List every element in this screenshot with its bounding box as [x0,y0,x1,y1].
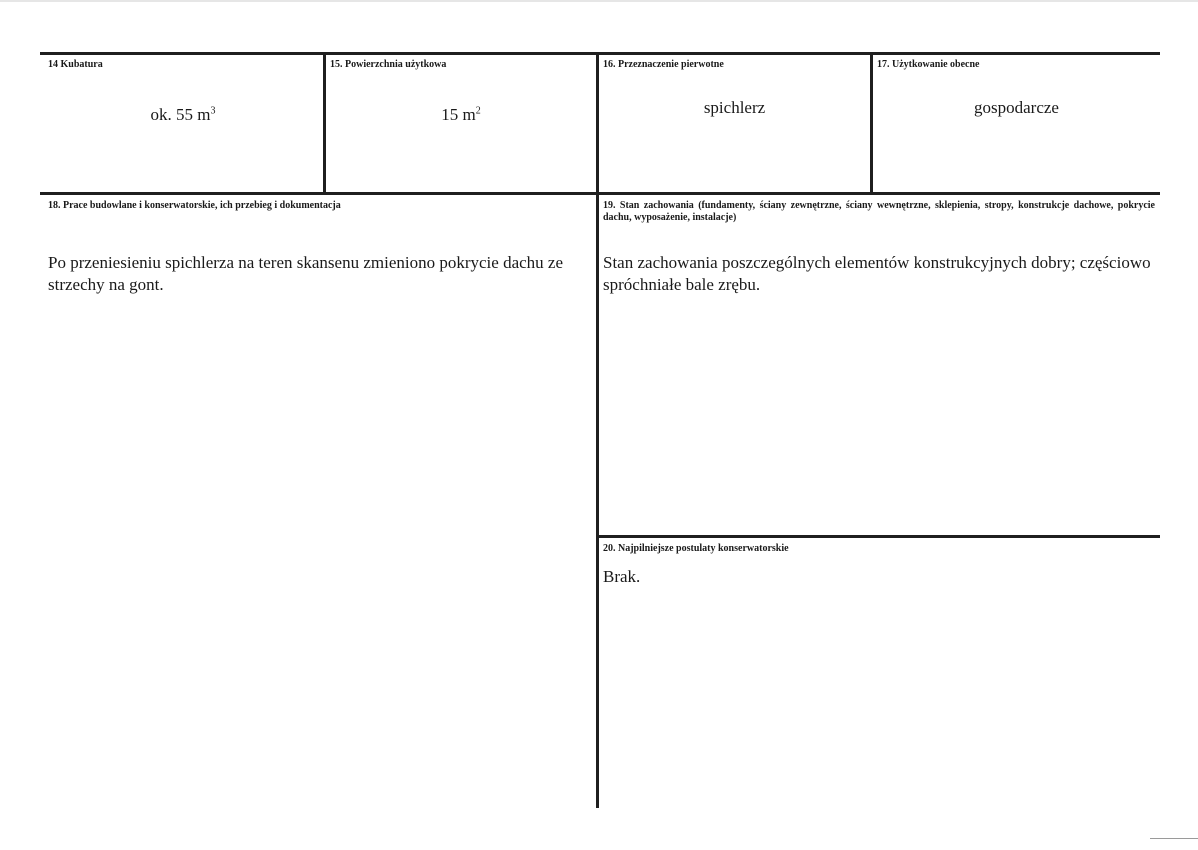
col-divider-3 [870,52,873,194]
row-divider-line [40,192,1160,195]
prace-value: Po przeniesieniu spichlerza na teren skansenu zmieniono pokrycie dachu ze strzechy na gont. [48,253,563,294]
stan-zachowania-label: 19. Stan zachowania (fundamenty, ściany zewnętrzne, ściany wewnętrzne, sklepienia, stropy, konstrukcje dachowe, pokrycie dachu, wyposażenie, instalacje) [603,200,1155,223]
uzytkowanie-value: gospodarcze [974,98,1059,117]
postulaty-label: 20. Najpilniejsze postulaty konserwatorskie [603,543,789,554]
uzytkowanie-label: 17. Użytkowanie obecne [877,59,980,70]
top-border-line [40,52,1160,55]
col-divider-2 [596,52,599,808]
kubatura-label: 14 Kubatura [48,59,103,70]
powierzchnia-label: 15. Powierzchnia użytkowa [330,59,447,70]
postulaty-value: Brak. [603,567,641,586]
bottom-right-mark [1150,838,1198,839]
przeznaczenie-label: 16. Przeznaczenie pierwotne [603,59,724,70]
powierzchnia-value: 15 $m^2$ [441,105,481,124]
przeznaczenie-value: spichlerz [703,98,766,117]
powierzchnia-unit-exponent: 2 [475,105,481,117]
kubatura-unit-exponent: 3 [210,105,216,117]
stan-zachowania-value: Stan zachowania poszczególnych elementów konstrukcyjnych dobry; częściowo spróchniałe bale zrębu. [603,253,1151,294]
section-20-divider-line [596,535,1160,538]
kubatura-value: ok. 55 $m^3$ [150,105,216,124]
prace-label: 18. Prace budowlane i konserwatorskie, ich przebieg i dokumentacja [48,200,341,211]
